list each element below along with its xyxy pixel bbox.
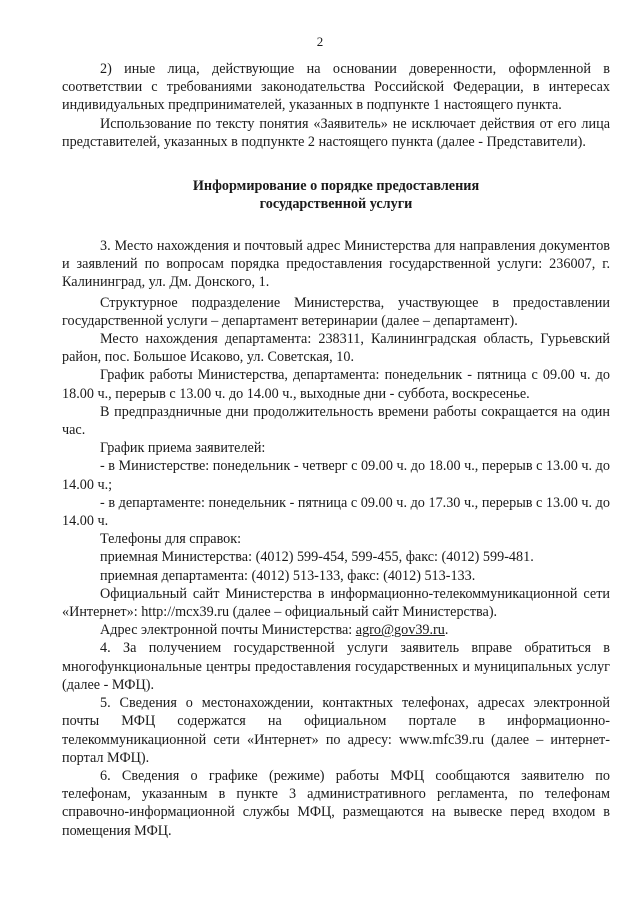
section-heading	[62, 177, 610, 213]
paragraph-applicant-definition: Использование по тексту понятия «Заявитель» не исключает действия от его лица представителей, указанных в подпункте 2 настоящего пункта (далее - Представители).	[62, 115, 610, 150]
page-number: 2	[316, 34, 324, 49]
email-link[interactable]: agro@gov39.ru	[355, 622, 445, 639]
email-suffix: .	[444, 622, 449, 639]
paragraph-4-mfc: 4. За получением государственной услуги заявитель вправе обратиться в многофункциональные центры предоставления государственных и муниципальных услуг (далее - МФЦ).	[62, 640, 610, 693]
paragraph-department-location: Место нахождения департамента: 238311, Калининградская область, Гурьевский район, пос. Большое Исаково, ул. Советская, 10.	[62, 331, 610, 366]
paragraph-phones-title: Телефоны для справок:	[100, 531, 242, 548]
paragraph-work-schedule: График работы Министерства, департамента: понедельник - пятница с 09.00 ч. до 18.00 ч., перерыв с 13.00 ч. до 14.00 ч., выходные дни - суббота, воскресенье.	[62, 367, 610, 402]
section-heading-line-1: Информирование о порядке предоставления	[192, 178, 480, 195]
paragraph-phones-ministry: приемная Министерства: (4012) 599-454, 599-455, факс: (4012) 599-481.	[100, 549, 534, 566]
email-prefix: Адрес электронной почты Министерства:	[100, 622, 356, 639]
paragraph-reception-ministry: - в Министерстве: понедельник - четверг с 09.00 ч. до 18.00 ч., перерыв с 13.00 ч. до 14.00 ч.;	[62, 458, 610, 493]
paragraph-5-mfc-info: 5. Сведения о местонахождении, контактных телефонах, адресах электронной почты МФЦ содержатся на официальном портале в информационно-телекоммуникационной сети «Интернет» по адресу: www.mfc39.ru (далее – интернет-портал МФЦ).	[62, 695, 610, 766]
paragraph-holidays: В предпраздничные дни продолжительность времени работы сокращается на один час.	[62, 403, 610, 439]
paragraph-reception-department: - в департаменте: понедельник - пятница с 09.00 ч. до 17.30 ч., перерыв с 13.00 ч. до 14.00 ч.	[62, 494, 610, 530]
paragraph-representatives-item2: 2) иные лица, действующие на основании доверенности, оформленной в соответствии с требованиями законодательства Российской Федерации, в интересах индивидуальных предпринимателей, указанных в подпункте 1 настоящего пункта.	[62, 61, 610, 114]
paragraph-phones-department: приемная департамента: (4012) 513-133, факс: (4012) 513-133.	[100, 567, 476, 584]
paragraph-structural-unit: Структурное подразделение Министерства, участвующее в предоставлении государственной услуги – департамент ветеринарии (далее – департамент).	[62, 294, 610, 329]
paragraph-reception-title: График приема заявителей:	[100, 440, 266, 457]
paragraph-3-address: 3. Место нахождения и почтовый адрес Министерства для направления документов и заявлений по вопросам порядка предоставления государственной услуги: 236007, г. Калининград, ул. Дм. Донского, 1.	[62, 238, 610, 291]
paragraph-website: Официальный сайт Министерства в информационно-телекоммуникационной сети «Интернет»: http://mcx39.ru (далее – официальный сайт Министерства).	[62, 585, 610, 621]
document-body	[62, 60, 610, 840]
paragraph-6-mfc-schedule: 6. Сведения о графике (режиме) работы МФЦ сообщаются заявителю по телефонам, указанным в пункте 3 административного регламента, по телефонам справочно-информационной службы МФЦ, размещаются на вывеске перед входом в помещения МФЦ.	[62, 767, 610, 839]
paragraph-email	[62, 621, 610, 639]
section-heading-line-2: государственной услуги	[259, 196, 413, 213]
